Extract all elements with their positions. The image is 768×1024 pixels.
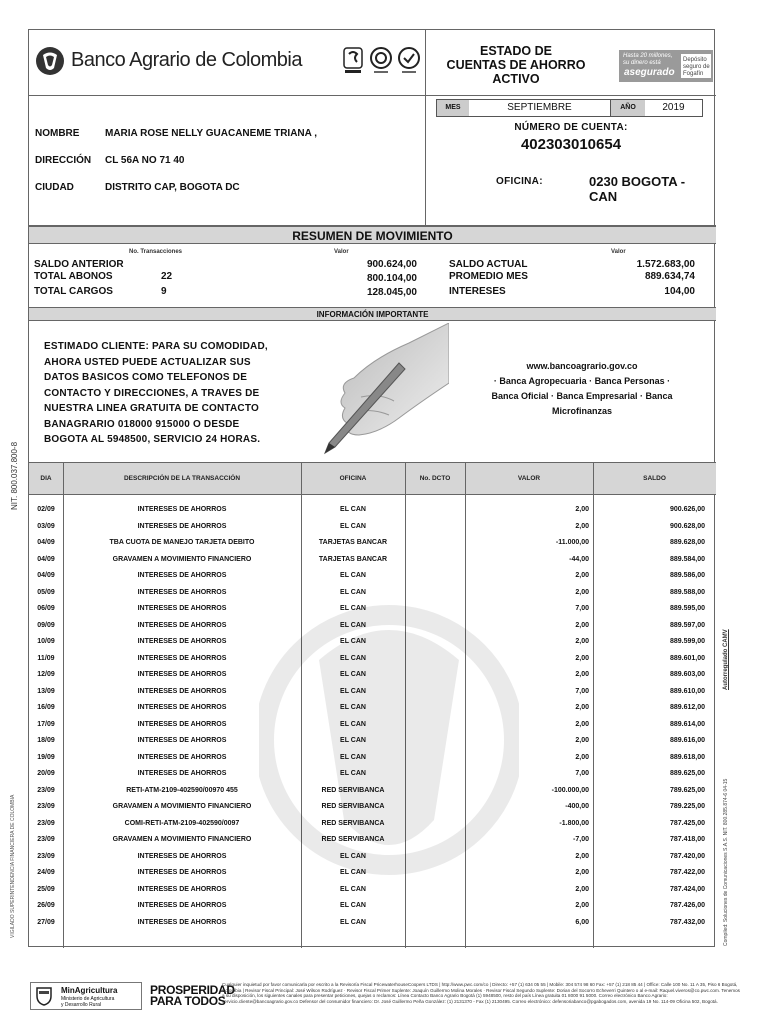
table-row (29, 865, 716, 882)
cell-valor: 2,00 (575, 654, 589, 662)
cell-descripcion: INTERESES DE AHORROS (137, 588, 227, 596)
cell-descripcion: INTERESES DE AHORROS (137, 605, 227, 612)
col-saldo: SALDO (643, 475, 666, 482)
statement-title: ESTADO DE CUENTAS DE AHORRO ACTIVO (446, 44, 586, 86)
cell-descripcion: INTERESES DE AHORROS (137, 654, 227, 662)
statement-header (29, 30, 716, 96)
cell-saldo: 889.588,00 (669, 588, 705, 596)
cell-valor: 2,00 (575, 506, 589, 513)
autorregulado-label: Autorregulado CAMV (723, 629, 729, 690)
cell-oficina: EL CAN (340, 770, 366, 777)
table-row (29, 799, 716, 816)
col-oficina: OFICINA (339, 475, 367, 482)
nit-label: NIT. 800.037.800-8 (10, 441, 19, 510)
important-info-title: INFORMACIÓN IMPORTANTE (29, 307, 716, 321)
cell-dia: 27/09 (37, 918, 55, 926)
certification-seal-icon (341, 46, 365, 78)
table-row (29, 783, 716, 800)
col-descripcion: DESCRIPCIÓN DE LA TRANSACCIÓN (123, 475, 241, 482)
cell-valor: 2,00 (575, 671, 589, 678)
cell-saldo: 900.626,00 (669, 506, 705, 513)
cell-descripcion: INTERESES DE AHORROS (137, 852, 227, 860)
mes-label: MES (437, 100, 469, 116)
cell-dia: 23/09 (37, 852, 55, 860)
colombia-shield-icon (34, 986, 54, 1006)
important-info (29, 321, 716, 463)
cell-oficina: EL CAN (340, 588, 366, 596)
cell-oficina: EL CAN (340, 918, 366, 926)
cell-valor: 2,00 (575, 753, 589, 761)
cell-dia: 04/09 (37, 572, 55, 579)
cell-valor: 7,00 (575, 770, 589, 777)
cell-dia: 18/09 (37, 737, 55, 744)
table-row (29, 915, 716, 932)
table-row (29, 601, 716, 618)
cell-saldo: 787.425,00 (669, 819, 705, 827)
table-row (29, 519, 716, 536)
cell-oficina: EL CAN (340, 506, 366, 513)
cell-oficina: EL CAN (340, 522, 366, 530)
cell-saldo: 889.584,00 (669, 555, 705, 563)
saldo-anterior-label: SALDO ANTERIOR (34, 259, 124, 270)
table-row (29, 502, 716, 519)
cell-valor: -7,00 (573, 836, 589, 843)
cell-descripcion: TBA CUOTA DE MANEJO TARJETA DEBITO (109, 539, 255, 546)
cell-oficina: RED SERVIBANCA (321, 803, 385, 810)
cell-valor: 2,00 (575, 638, 589, 645)
customer-name: MARIA ROSE NELLY GUACANEME TRIANA , (105, 128, 318, 139)
customer-address: CL 56A NO 71 40 (105, 155, 185, 166)
intereses-value: 104,00 (664, 286, 695, 297)
cell-saldo: 900.628,00 (669, 522, 705, 530)
total-cargos-count: 9 (161, 286, 167, 297)
cell-saldo: 889.601,00 (669, 654, 705, 662)
prosperidad-logo: PROSPERIDAD PARA TODOS (150, 983, 235, 1008)
cell-saldo: 889.625,00 (669, 770, 705, 777)
cell-descripcion: INTERESES DE AHORROS (137, 621, 227, 629)
cell-saldo: 787.418,00 (669, 836, 705, 843)
value-header-right: Valor (611, 249, 626, 255)
cell-valor: -100.000,00 (551, 786, 589, 794)
cell-valor: 2,00 (575, 737, 589, 744)
cell-saldo: 787.432,00 (669, 918, 705, 926)
cell-dia: 16/09 (37, 704, 55, 711)
table-row (29, 832, 716, 849)
cell-descripcion: INTERESES DE AHORROS (137, 687, 227, 695)
cell-saldo: 889.586,00 (669, 572, 705, 579)
cell-valor: 2,00 (575, 902, 589, 909)
table-row (29, 634, 716, 651)
cell-dia: 11/09 (37, 654, 55, 662)
table-row (29, 552, 716, 569)
saldo-anterior-value: 900.624,00 (366, 259, 417, 270)
summary-title: RESUMEN DE MOVIMIENTO (29, 226, 716, 244)
cell-dia: 20/09 (37, 770, 55, 777)
cell-dia: 23/09 (37, 819, 55, 827)
cell-saldo: 889.603,00 (669, 671, 705, 678)
office-value: 0230 BOGOTA - CAN (589, 174, 686, 204)
cell-descripcion: INTERESES DE AHORROS (137, 720, 227, 728)
cell-dia: 04/09 (37, 555, 55, 563)
table-row (29, 568, 716, 585)
cell-saldo: 889.599,00 (669, 638, 705, 645)
hand-with-pen-icon (299, 323, 449, 461)
cell-oficina: TARJETAS BANCAR (318, 555, 388, 563)
table-row (29, 882, 716, 899)
statement-page (28, 29, 715, 947)
cell-dia: 23/09 (37, 786, 55, 794)
cell-descripcion: INTERESES DE AHORROS (137, 902, 227, 909)
cell-dia: 26/09 (37, 902, 55, 909)
table-row (29, 585, 716, 602)
cell-oficina: EL CAN (340, 902, 366, 909)
cell-saldo: 787.420,00 (669, 852, 705, 860)
customer-message: ESTIMADO CLIENTE: PARA SU COMODIDAD, AHORA USTED PUEDE ACTUALIZAR SUS DATOS BASICOS COMO TELEFONOS DE CONTACTO Y DIRECCIONES, A TRAVES DE NUESTRA LINEA GRATUITA DE CONTACTO BANAGRARIO 018000 915000 O DESDE BOGOTA AL 5948500, SERVICIO 24 HORAS. (44, 341, 268, 445)
cell-saldo: 889.618,00 (669, 753, 705, 761)
cell-descripcion: INTERESES DE AHORROS (137, 753, 227, 761)
cell-valor: -11.000,00 (555, 539, 589, 546)
table-row (29, 849, 716, 866)
cell-descripcion: INTERESES DE AHORROS (137, 918, 227, 926)
cell-dia: 10/09 (37, 638, 55, 645)
bank-branding (29, 30, 426, 96)
cell-descripcion: INTERESES DE AHORROS (137, 572, 227, 579)
table-row (29, 766, 716, 783)
col-valor: VALOR (517, 475, 541, 482)
cell-oficina: EL CAN (340, 737, 366, 744)
cell-descripcion: INTERESES DE AHORROS (137, 638, 227, 645)
transactions-table-header (29, 463, 716, 495)
table-row (29, 684, 716, 701)
table-row (29, 700, 716, 717)
cell-saldo: 787.424,00 (669, 885, 705, 893)
legal-footer-text: Cualquier inquietud por favor comunicarla por escrito a la Revisoría Fiscal PricewaterhouseCoopers LTDS | http://www.pwc.com/co | Directo: +57 (1) 634 05 55 | Mobile: 304 574 98 60 Fax: +57 (1) 218 85 44 | Office: Calle 100 No. 11 A 35, Piso 6 Bogotá, Colombia | Revisor Fiscal Principal: José Wilson Rodríguez · Revisor Fiscal Primer Suplente: Joaquín Guillermo Molina Morales · Revisor Fiscal Segundo Suplente: Dorian del Socorro Echeverri Quintero o al e-mail: Raquel.viveros@co.pwc.com. Tenemos a su disposición, los siguientes canales para presentar peticiones, quejas o reclamos: Línea Contacto Banco Agrario Bogotá (1) 5948500, resto del país Línea gratuita 01 8000 91 5000. Correo electrónico Banco Agrario: servicio.cliente@bancoagrario.gov.co Defensor del consumidor financiero: Dr. José Guillermo Peña González: (1) 2131370 - Fax (1) 2130495. Correo electrónico: defensoriabanco@pgabogados.com, avenida 19 No. 114-09 Oficina 502, Bogotá. (222, 982, 740, 1004)
cell-saldo: 889.595,00 (669, 605, 705, 612)
cell-valor: 2,00 (575, 720, 589, 728)
table-row (29, 898, 716, 915)
cell-valor: 2,00 (575, 572, 589, 579)
cell-valor: 2,00 (575, 704, 589, 711)
cell-descripcion: INTERESES DE AHORROS (137, 704, 227, 711)
ano-label: AÑO (611, 100, 645, 116)
cell-oficina: EL CAN (340, 638, 366, 645)
cell-dia: 24/09 (37, 869, 55, 876)
total-abonos-value: 800.104,00 (366, 273, 417, 284)
table-row (29, 717, 716, 734)
table-row (29, 816, 716, 833)
website-info: www.bancoagrario.gov.co · Banca Agropecuaria · Banca Personas · Banca Oficial · Banca Empresarial · Banca Microfinanzas (451, 359, 713, 419)
cell-descripcion: INTERESES DE AHORROS (137, 522, 227, 530)
total-cargos-label: TOTAL CARGOS (34, 286, 113, 297)
cell-valor: -400,00 (565, 803, 589, 810)
cell-valor: 2,00 (575, 522, 589, 530)
cell-descripcion: GRAVAMEN A MOVIMIENTO FINANCIERO (112, 803, 252, 810)
cell-oficina: EL CAN (340, 852, 366, 860)
ministry-logo: MinAgricultura Ministerio de Agricultura y Desarrollo Rural (30, 982, 142, 1010)
month-value: SEPTIEMBRE (469, 100, 611, 116)
cell-dia: 04/09 (37, 539, 55, 546)
cell-saldo: 787.426,00 (669, 902, 705, 909)
customer-info (29, 96, 716, 226)
table-row (29, 651, 716, 668)
certification-seal-icon (369, 46, 393, 78)
cell-descripcion: INTERESES DE AHORROS (137, 770, 227, 777)
cell-oficina: EL CAN (340, 671, 366, 678)
printer-label: Compiled: Soluciones de Comunicaciones S.A.S. NIT. 800.285.874-6 04-15 (723, 778, 729, 946)
cell-descripcion: GRAVAMEN A MOVIMIENTO FINANCIERO (112, 555, 252, 563)
cell-descripcion: COMI-RETI-ATM-2109-402590/0097 (124, 819, 240, 827)
promedio-value: 889.634,74 (644, 271, 695, 282)
intereses-label: INTERESES (449, 286, 506, 297)
cell-oficina: EL CAN (340, 753, 366, 761)
cell-valor: -44,00 (569, 555, 589, 563)
customer-city: DISTRITO CAP, BOGOTA DC (105, 182, 240, 193)
cell-descripcion: GRAVAMEN A MOVIMIENTO FINANCIERO (112, 836, 252, 843)
cell-descripcion: INTERESES DE AHORROS (137, 737, 227, 744)
cell-oficina: EL CAN (340, 572, 366, 579)
cell-oficina: EL CAN (340, 605, 366, 612)
nombre-label: NOMBRE (35, 128, 80, 139)
cell-dia: 17/09 (37, 720, 55, 728)
deposit-insurance-badge: Hasta 20 millones, su dinero está asegurado Depósito seguro de Fogafín (619, 50, 713, 82)
cell-descripcion: INTERESES DE AHORROS (137, 869, 227, 876)
promedio-label: PROMEDIO MES (449, 271, 528, 282)
cell-oficina: RED SERVIBANCA (321, 786, 385, 794)
vigilado-label: VIGILADO SUPERINTENDENCIA FINANCIERA DE COLOMBIA (10, 794, 16, 938)
cell-oficina: EL CAN (340, 704, 366, 711)
table-row (29, 750, 716, 767)
table-row (29, 618, 716, 635)
saldo-actual-label: SALDO ACTUAL (449, 259, 528, 270)
bank-name: Banco Agrario de Colombia (71, 49, 302, 71)
cell-valor: 6,00 (575, 918, 589, 926)
cell-saldo: 889.612,00 (669, 704, 705, 711)
cell-saldo: 889.614,00 (669, 720, 705, 728)
col-dia: DIA (40, 475, 52, 482)
transactions-count-header: No. Transacciones (129, 249, 183, 255)
cell-dia: 23/09 (37, 836, 55, 843)
cell-descripcion: INTERESES DE AHORROS (137, 885, 227, 893)
cell-saldo: 789.625,00 (669, 786, 705, 794)
value-header: Valor (334, 249, 349, 255)
cell-saldo: 789.225,00 (669, 803, 705, 810)
cell-dia: 09/09 (37, 621, 55, 629)
cell-valor: 2,00 (575, 869, 589, 876)
cell-dia: 12/09 (37, 671, 55, 678)
certification-seal-icon (397, 46, 421, 78)
table-row (29, 667, 716, 684)
account-number: 402303010654 (520, 136, 622, 153)
cell-valor: 2,00 (575, 885, 589, 893)
cell-saldo: 889.616,00 (669, 737, 705, 744)
cell-dia: 05/09 (37, 588, 55, 596)
period-box (436, 99, 703, 117)
cell-dia: 02/09 (37, 506, 55, 513)
cell-oficina: EL CAN (340, 621, 366, 629)
cell-descripcion: INTERESES DE AHORROS (137, 506, 227, 513)
cell-valor: 7,00 (575, 605, 589, 612)
cell-dia: 25/09 (37, 885, 55, 893)
cell-dia: 13/09 (37, 687, 55, 695)
cell-saldo: 889.597,00 (669, 621, 705, 629)
cell-oficina: EL CAN (340, 885, 366, 893)
office-label: OFICINA: (496, 176, 543, 187)
cell-oficina: EL CAN (340, 869, 366, 876)
ciudad-label: CIUDAD (35, 182, 74, 193)
cell-dia: 23/09 (37, 803, 55, 810)
cell-oficina: RED SERVIBANCA (321, 819, 385, 827)
cell-dia: 19/09 (37, 753, 55, 761)
cell-descripcion: RETI-ATM-2109-402590/00970 455 (126, 786, 238, 794)
col-dcto: No. DCTO (419, 475, 451, 482)
cell-valor: 2,00 (575, 621, 589, 629)
cell-valor: 7,00 (575, 687, 589, 695)
direccion-label: DIRECCIÓN (35, 155, 92, 166)
website-link[interactable]: www.bancoagrario.gov.co (526, 361, 638, 371)
bank-logo-icon (35, 46, 65, 76)
total-abonos-label: TOTAL ABONOS (34, 271, 113, 282)
cell-valor: 2,00 (575, 588, 589, 596)
cell-oficina: EL CAN (340, 720, 366, 728)
table-row (29, 733, 716, 750)
cell-dia: 03/09 (37, 522, 55, 530)
cell-oficina: EL CAN (340, 654, 366, 662)
total-cargos-value: 128.045,00 (366, 287, 417, 298)
cell-saldo: 889.628,00 (669, 539, 705, 546)
account-number-label: NÚMERO DE CUENTA: (514, 122, 628, 133)
cell-dia: 06/09 (37, 605, 55, 612)
cell-saldo: 787.422,00 (669, 869, 705, 876)
cell-descripcion: INTERESES DE AHORROS (137, 671, 227, 678)
saldo-actual-value: 1.572.683,00 (636, 259, 695, 270)
cell-saldo: 889.610,00 (669, 687, 705, 695)
cell-oficina: TARJETAS BANCAR (318, 539, 388, 546)
cell-valor: 2,00 (575, 852, 589, 860)
total-abonos-count: 22 (161, 271, 173, 282)
year-value: 2019 (662, 102, 685, 113)
cell-valor: -1.800,00 (559, 819, 589, 827)
cell-oficina: EL CAN (340, 687, 366, 695)
cell-oficina: RED SERVIBANCA (321, 836, 385, 843)
table-row (29, 535, 716, 552)
